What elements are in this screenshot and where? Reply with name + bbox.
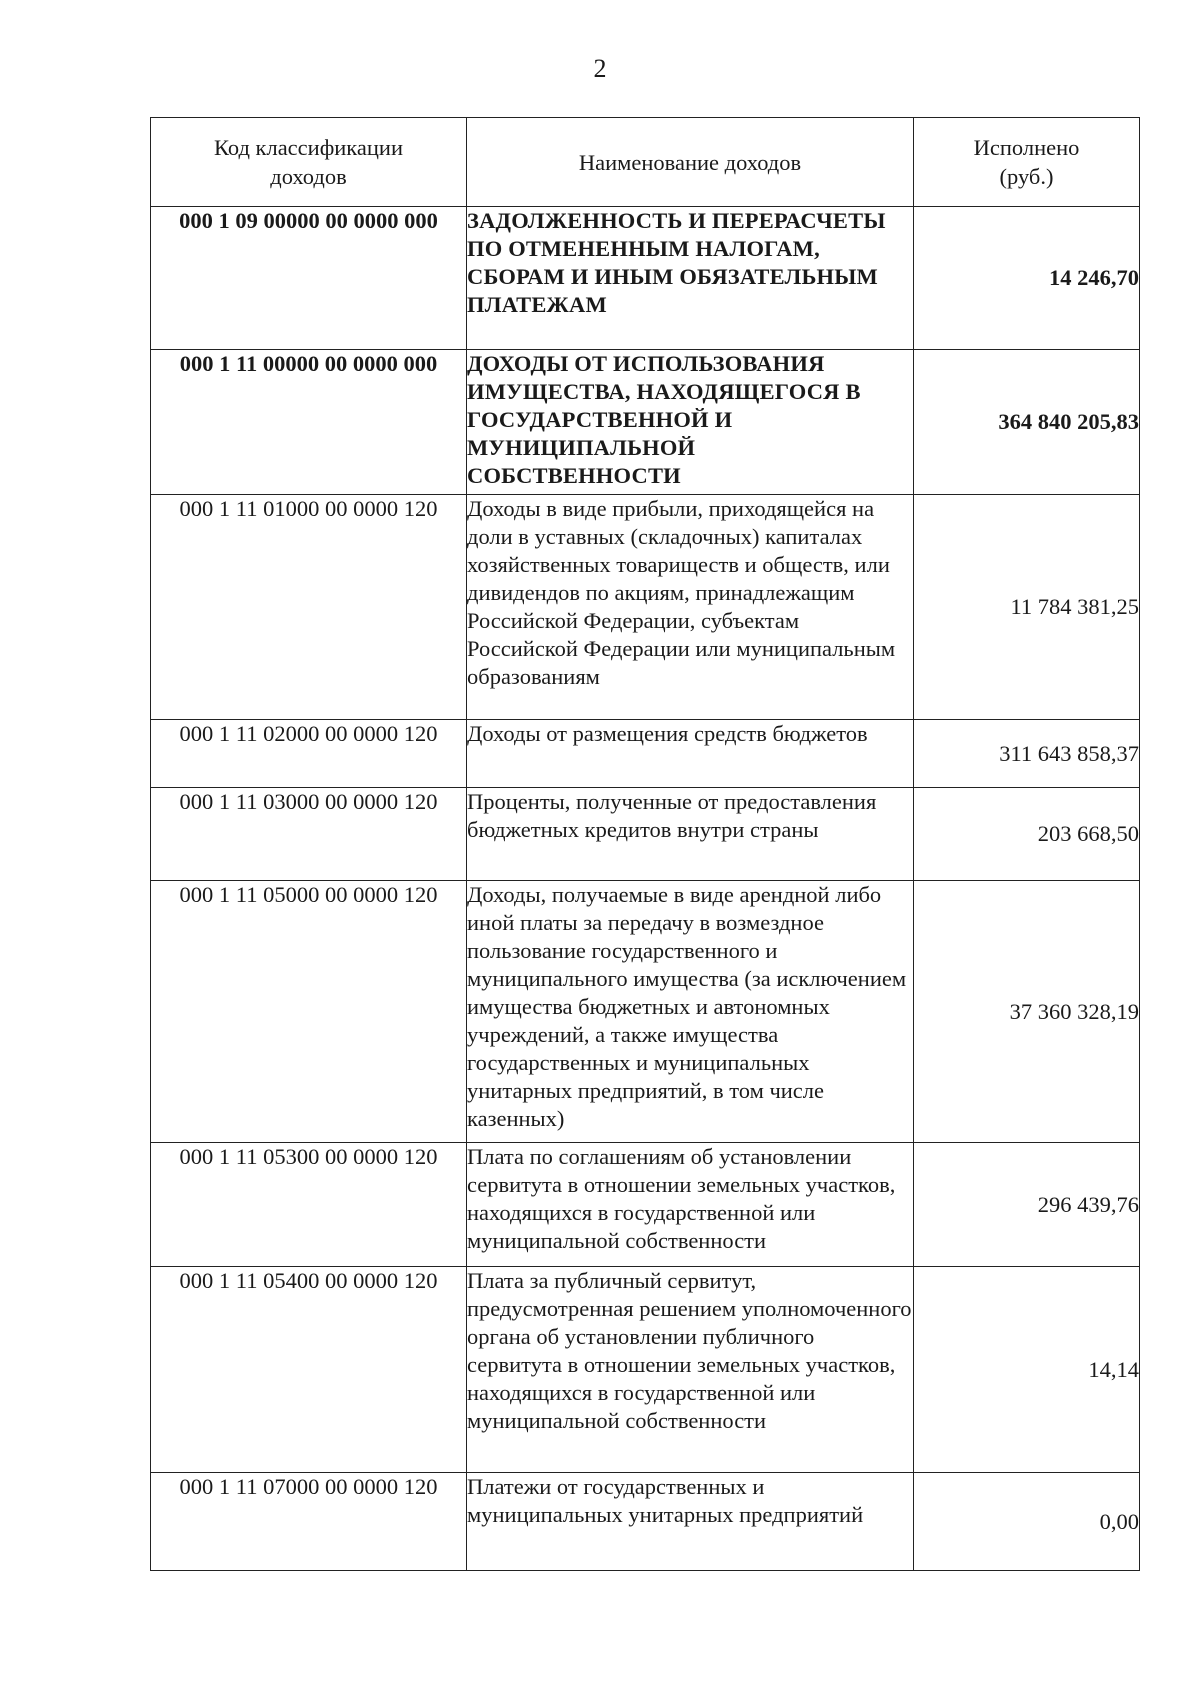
table-row bbox=[151, 788, 1140, 881]
header-code: Код классификации доходов bbox=[151, 118, 467, 207]
row-name: ЗАДОЛЖЕННОСТЬ И ПЕРЕРАСЧЕТЫ ПО ОТМЕНЕННЫМ НАЛОГАМ, СБОРАМ И ИНЫМ ОБЯЗАТЕЛЬНЫМ ПЛАТЕЖАМ bbox=[467, 207, 914, 350]
table-row bbox=[151, 881, 1140, 1143]
row-name: Проценты, полученные от предоставления бюджетных кредитов внутри страны bbox=[467, 788, 914, 881]
row-amount: 11 784 381,25 bbox=[914, 495, 1140, 720]
table-row bbox=[151, 495, 1140, 720]
row-code: 000 1 11 01000 00 0000 120 bbox=[151, 495, 467, 720]
row-amount: 37 360 328,19 bbox=[914, 881, 1140, 1143]
row-name: Плата по соглашениям об установлении сервитута в отношении земельных участков, находящихся в государственной или муниципальной собственности bbox=[467, 1143, 914, 1267]
row-code: 000 1 11 00000 00 0000 000 bbox=[151, 350, 467, 495]
row-code: 000 1 11 05000 00 0000 120 bbox=[151, 881, 467, 1143]
header-amount: Исполнено (руб.) bbox=[914, 118, 1140, 207]
row-name: ДОХОДЫ ОТ ИСПОЛЬЗОВАНИЯ ИМУЩЕСТВА, НАХОДЯЩЕГОСЯ В ГОСУДАРСТВЕННОЙ И МУНИЦИПАЛЬНОЙ СОБСТВЕННОСТИ bbox=[467, 350, 914, 495]
row-name: Доходы в виде прибыли, приходящейся на доли в уставных (складочных) капиталах хозяйственных товариществ и обществ, или дивидендов по акциям, принадлежащим Российской Федерации, субъектам Российской Федерации или муниципальным образованиям bbox=[467, 495, 914, 720]
row-code: 000 1 11 05400 00 0000 120 bbox=[151, 1267, 467, 1473]
table-row bbox=[151, 350, 1140, 495]
row-amount: 364 840 205,83 bbox=[914, 350, 1140, 495]
page-number: 2 bbox=[593, 54, 607, 83]
row-amount: 0,00 bbox=[914, 1473, 1140, 1571]
table-row bbox=[151, 207, 1140, 350]
row-amount: 296 439,76 bbox=[914, 1143, 1140, 1267]
row-amount: 311 643 858,37 bbox=[914, 720, 1140, 788]
header-name: Наименование доходов bbox=[467, 118, 914, 207]
row-name: Доходы, получаемые в виде арендной либо иной платы за передачу в возмездное пользование государственного и муниципального имущества (за исключением имущества бюджетных и автономных учреждений, а также имущества государственных и муниципальных унитарных предприятий, в том числе казенных) bbox=[467, 881, 914, 1143]
table-row bbox=[151, 1473, 1140, 1571]
table-header-row bbox=[151, 118, 1140, 207]
row-code: 000 1 11 07000 00 0000 120 bbox=[151, 1473, 467, 1571]
row-name: Плата за публичный сервитут, предусмотренная решением уполномоченного органа об установлении публичного сервитута в отношении земельных участков, находящихся в государственной или муниципальной собственности bbox=[467, 1267, 914, 1473]
row-name: Доходы от размещения средств бюджетов bbox=[467, 720, 914, 788]
row-name: Платежи от государственных и муниципальных унитарных предприятий bbox=[467, 1473, 914, 1571]
row-code: 000 1 11 02000 00 0000 120 bbox=[151, 720, 467, 788]
table-row bbox=[151, 1143, 1140, 1267]
revenue-table bbox=[150, 117, 1140, 1571]
table-row bbox=[151, 1267, 1140, 1473]
table-row bbox=[151, 720, 1140, 788]
row-code: 000 1 11 03000 00 0000 120 bbox=[151, 788, 467, 881]
row-amount: 203 668,50 bbox=[914, 788, 1140, 881]
row-code: 000 1 11 05300 00 0000 120 bbox=[151, 1143, 467, 1267]
row-code: 000 1 09 00000 00 0000 000 bbox=[151, 207, 467, 350]
row-amount: 14 246,70 bbox=[914, 207, 1140, 350]
row-amount: 14,14 bbox=[914, 1267, 1140, 1473]
